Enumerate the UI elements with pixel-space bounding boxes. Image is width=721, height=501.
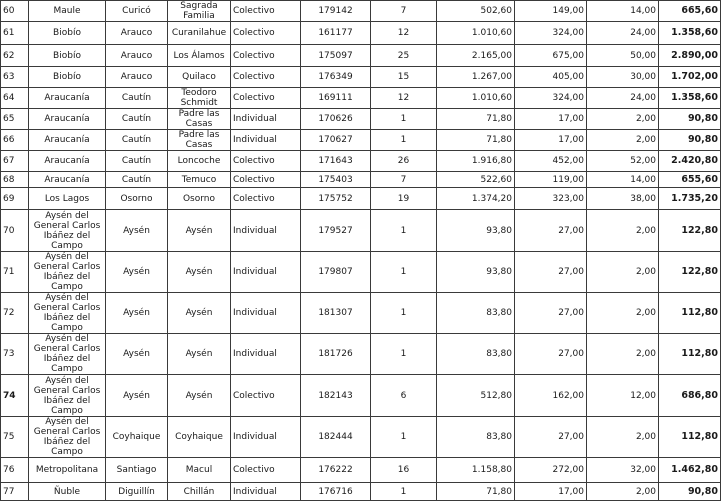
commune-cell: Chillán — [168, 483, 231, 501]
table-body — [1, 1, 721, 501]
table-row — [1, 1, 721, 22]
amount-a-cell: 1.916,80 — [437, 151, 515, 172]
table-row — [1, 109, 721, 130]
quantity-cell: 1 — [371, 483, 437, 501]
commune-cell: Temuco — [168, 172, 231, 188]
code-cell: 176222 — [301, 458, 371, 483]
amount-b-cell: 675,00 — [515, 45, 587, 67]
amount-a-cell: 93,80 — [437, 252, 515, 293]
code-cell: 161177 — [301, 22, 371, 45]
commune-cell: Padre las Casas — [168, 109, 231, 130]
amount-c-cell: 2,00 — [587, 293, 659, 334]
total-cell: 90,80 — [659, 130, 721, 151]
quantity-cell: 7 — [371, 172, 437, 188]
table-row — [1, 188, 721, 210]
province-cell: Aysén — [106, 375, 168, 417]
province-cell: Osorno — [106, 188, 168, 210]
commune-cell: Aysén — [168, 293, 231, 334]
amount-b-cell: 324,00 — [515, 22, 587, 45]
amount-b-cell: 272,00 — [515, 458, 587, 483]
total-cell: 2.890,00 — [659, 45, 721, 67]
amount-a-cell: 1.267,00 — [437, 67, 515, 88]
region-cell: Araucanía — [29, 109, 106, 130]
row-number: 60 — [1, 1, 29, 22]
region-cell: Aysén del General Carlos Ibáñez del Campo — [29, 417, 106, 458]
code-cell: 179142 — [301, 1, 371, 22]
row-number: 64 — [1, 88, 29, 109]
total-cell: 122,80 — [659, 252, 721, 293]
row-number: 71 — [1, 252, 29, 293]
total-cell: 1.358,60 — [659, 22, 721, 45]
total-cell: 686,80 — [659, 375, 721, 417]
code-cell: 179807 — [301, 252, 371, 293]
province-cell: Cautín — [106, 172, 168, 188]
table-row — [1, 483, 721, 501]
type-cell: Colectivo — [231, 151, 301, 172]
commune-cell: Macul — [168, 458, 231, 483]
province-cell: Cautín — [106, 88, 168, 109]
province-cell: Aysén — [106, 252, 168, 293]
amount-c-cell: 14,00 — [587, 1, 659, 22]
type-cell: Individual — [231, 334, 301, 375]
type-cell: Colectivo — [231, 22, 301, 45]
type-cell: Colectivo — [231, 188, 301, 210]
type-cell: Colectivo — [231, 45, 301, 67]
table-row — [1, 334, 721, 375]
amount-a-cell: 512,80 — [437, 375, 515, 417]
code-cell: 170627 — [301, 130, 371, 151]
amount-b-cell: 27,00 — [515, 293, 587, 334]
amount-c-cell: 38,00 — [587, 188, 659, 210]
amount-b-cell: 452,00 — [515, 151, 587, 172]
amount-c-cell: 24,00 — [587, 22, 659, 45]
quantity-cell: 12 — [371, 88, 437, 109]
region-cell: Araucanía — [29, 151, 106, 172]
total-cell: 1.735,20 — [659, 188, 721, 210]
amount-c-cell: 32,00 — [587, 458, 659, 483]
amount-a-cell: 93,80 — [437, 210, 515, 252]
amount-b-cell: 149,00 — [515, 1, 587, 22]
amount-b-cell: 324,00 — [515, 88, 587, 109]
amount-a-cell: 83,80 — [437, 417, 515, 458]
code-cell: 181726 — [301, 334, 371, 375]
commune-cell: Coyhaique — [168, 417, 231, 458]
region-cell: Aysén del General Carlos Ibáñez del Campo — [29, 334, 106, 375]
type-cell: Individual — [231, 210, 301, 252]
table-row — [1, 151, 721, 172]
code-cell: 175752 — [301, 188, 371, 210]
commune-cell: Padre las Casas — [168, 130, 231, 151]
province-cell: Cautín — [106, 151, 168, 172]
code-cell: 169111 — [301, 88, 371, 109]
table-row — [1, 417, 721, 458]
amount-c-cell: 24,00 — [587, 88, 659, 109]
amount-a-cell: 1.010,60 — [437, 88, 515, 109]
row-number: 72 — [1, 293, 29, 334]
type-cell: Colectivo — [231, 88, 301, 109]
commune-cell: Curanilahue — [168, 22, 231, 45]
amount-c-cell: 14,00 — [587, 172, 659, 188]
table-row — [1, 375, 721, 417]
total-cell: 1.462,80 — [659, 458, 721, 483]
total-cell: 655,60 — [659, 172, 721, 188]
code-cell: 175403 — [301, 172, 371, 188]
row-number: 75 — [1, 417, 29, 458]
province-cell: Arauco — [106, 67, 168, 88]
amount-b-cell: 27,00 — [515, 210, 587, 252]
commune-cell: Aysén — [168, 334, 231, 375]
quantity-cell: 12 — [371, 22, 437, 45]
amount-a-cell: 71,80 — [437, 109, 515, 130]
type-cell: Individual — [231, 252, 301, 293]
region-cell: Maule — [29, 1, 106, 22]
quantity-cell: 1 — [371, 210, 437, 252]
total-cell: 665,60 — [659, 1, 721, 22]
total-cell: 90,80 — [659, 483, 721, 501]
amount-a-cell: 1.010,60 — [437, 22, 515, 45]
commune-cell: Loncoche — [168, 151, 231, 172]
commune-cell: Sagrada Familia — [168, 1, 231, 22]
amount-c-cell: 2,00 — [587, 109, 659, 130]
total-cell: 2.420,80 — [659, 151, 721, 172]
region-cell: Araucanía — [29, 88, 106, 109]
region-cell: Biobío — [29, 22, 106, 45]
row-number: 61 — [1, 22, 29, 45]
table-row — [1, 45, 721, 67]
region-cell: Araucanía — [29, 130, 106, 151]
code-cell: 181307 — [301, 293, 371, 334]
province-cell: Coyhaique — [106, 417, 168, 458]
type-cell: Colectivo — [231, 172, 301, 188]
region-cell: Biobío — [29, 67, 106, 88]
type-cell: Individual — [231, 417, 301, 458]
amount-a-cell: 2.165,00 — [437, 45, 515, 67]
quantity-cell: 19 — [371, 188, 437, 210]
quantity-cell: 1 — [371, 109, 437, 130]
row-number: 68 — [1, 172, 29, 188]
amount-c-cell: 2,00 — [587, 334, 659, 375]
quantity-cell: 1 — [371, 293, 437, 334]
province-cell: Diguillín — [106, 483, 168, 501]
row-number: 69 — [1, 188, 29, 210]
amount-c-cell: 52,00 — [587, 151, 659, 172]
total-cell: 1.358,60 — [659, 88, 721, 109]
type-cell: Individual — [231, 483, 301, 501]
amount-b-cell: 27,00 — [515, 252, 587, 293]
amount-b-cell: 119,00 — [515, 172, 587, 188]
amount-a-cell: 83,80 — [437, 293, 515, 334]
row-number: 77 — [1, 483, 29, 501]
table-row — [1, 458, 721, 483]
region-cell: Biobío — [29, 45, 106, 67]
region-cell: Aysén del General Carlos Ibáñez del Campo — [29, 210, 106, 252]
quantity-cell: 1 — [371, 334, 437, 375]
row-number: 74 — [1, 375, 29, 417]
row-number: 62 — [1, 45, 29, 67]
amount-b-cell: 17,00 — [515, 130, 587, 151]
table-row — [1, 67, 721, 88]
amount-c-cell: 2,00 — [587, 252, 659, 293]
amount-a-cell: 71,80 — [437, 483, 515, 501]
region-cell: Aysén del General Carlos Ibáñez del Campo — [29, 252, 106, 293]
amount-a-cell: 1.374,20 — [437, 188, 515, 210]
row-number: 76 — [1, 458, 29, 483]
amount-b-cell: 162,00 — [515, 375, 587, 417]
type-cell: Colectivo — [231, 67, 301, 88]
code-cell: 170626 — [301, 109, 371, 130]
region-cell: Los Lagos — [29, 188, 106, 210]
type-cell: Individual — [231, 293, 301, 334]
table-row — [1, 210, 721, 252]
commune-cell: Osorno — [168, 188, 231, 210]
table-row — [1, 172, 721, 188]
code-cell: 182444 — [301, 417, 371, 458]
table-row — [1, 22, 721, 45]
amount-b-cell: 17,00 — [515, 483, 587, 501]
quantity-cell: 6 — [371, 375, 437, 417]
region-cell: Araucanía — [29, 172, 106, 188]
type-cell: Colectivo — [231, 1, 301, 22]
type-cell: Colectivo — [231, 375, 301, 417]
code-cell: 176349 — [301, 67, 371, 88]
amount-a-cell: 83,80 — [437, 334, 515, 375]
total-cell: 112,80 — [659, 334, 721, 375]
region-cell: Ñuble — [29, 483, 106, 501]
province-cell: Aysén — [106, 210, 168, 252]
amount-a-cell: 71,80 — [437, 130, 515, 151]
province-cell: Arauco — [106, 45, 168, 67]
table-row — [1, 88, 721, 109]
table-row — [1, 130, 721, 151]
amount-c-cell: 2,00 — [587, 130, 659, 151]
amount-c-cell: 2,00 — [587, 483, 659, 501]
amount-c-cell: 2,00 — [587, 210, 659, 252]
amount-c-cell: 2,00 — [587, 417, 659, 458]
quantity-cell: 26 — [371, 151, 437, 172]
province-cell: Cautín — [106, 109, 168, 130]
total-cell: 112,80 — [659, 293, 721, 334]
commune-cell: Aysén — [168, 210, 231, 252]
commune-cell: Teodoro Schmidt — [168, 88, 231, 109]
quantity-cell: 1 — [371, 417, 437, 458]
table-row — [1, 293, 721, 334]
total-cell: 1.702,00 — [659, 67, 721, 88]
code-cell: 179527 — [301, 210, 371, 252]
commune-cell: Aysén — [168, 375, 231, 417]
commune-cell: Quilaco — [168, 67, 231, 88]
province-cell: Arauco — [106, 22, 168, 45]
total-cell: 112,80 — [659, 417, 721, 458]
row-number: 65 — [1, 109, 29, 130]
province-cell: Aysén — [106, 334, 168, 375]
amount-a-cell: 522,60 — [437, 172, 515, 188]
province-cell: Curicó — [106, 1, 168, 22]
quantity-cell: 1 — [371, 130, 437, 151]
row-number: 73 — [1, 334, 29, 375]
quantity-cell: 15 — [371, 67, 437, 88]
row-number: 63 — [1, 67, 29, 88]
code-cell: 182143 — [301, 375, 371, 417]
row-number: 67 — [1, 151, 29, 172]
commune-cell: Aysén — [168, 252, 231, 293]
province-cell: Santiago — [106, 458, 168, 483]
amount-c-cell: 30,00 — [587, 67, 659, 88]
region-cell: Metropolitana — [29, 458, 106, 483]
row-number: 70 — [1, 210, 29, 252]
commune-cell: Los Álamos — [168, 45, 231, 67]
quantity-cell: 25 — [371, 45, 437, 67]
code-cell: 171643 — [301, 151, 371, 172]
total-cell: 90,80 — [659, 109, 721, 130]
amount-b-cell: 27,00 — [515, 334, 587, 375]
table-row — [1, 252, 721, 293]
amount-a-cell: 1.158,80 — [437, 458, 515, 483]
region-cell: Aysén del General Carlos Ibáñez del Campo — [29, 293, 106, 334]
quantity-cell: 7 — [371, 1, 437, 22]
quantity-cell: 16 — [371, 458, 437, 483]
total-cell: 122,80 — [659, 210, 721, 252]
type-cell: Individual — [231, 130, 301, 151]
amount-b-cell: 17,00 — [515, 109, 587, 130]
amount-c-cell: 12,00 — [587, 375, 659, 417]
amount-b-cell: 405,00 — [515, 67, 587, 88]
amount-b-cell: 27,00 — [515, 417, 587, 458]
region-cell: Aysén del General Carlos Ibáñez del Campo — [29, 375, 106, 417]
type-cell: Colectivo — [231, 458, 301, 483]
row-number: 66 — [1, 130, 29, 151]
type-cell: Individual — [231, 109, 301, 130]
province-cell: Aysén — [106, 293, 168, 334]
quantity-cell: 1 — [371, 252, 437, 293]
province-cell: Cautín — [106, 130, 168, 151]
amount-c-cell: 50,00 — [587, 45, 659, 67]
code-cell: 175097 — [301, 45, 371, 67]
amount-b-cell: 323,00 — [515, 188, 587, 210]
amount-a-cell: 502,60 — [437, 1, 515, 22]
code-cell: 176716 — [301, 483, 371, 501]
